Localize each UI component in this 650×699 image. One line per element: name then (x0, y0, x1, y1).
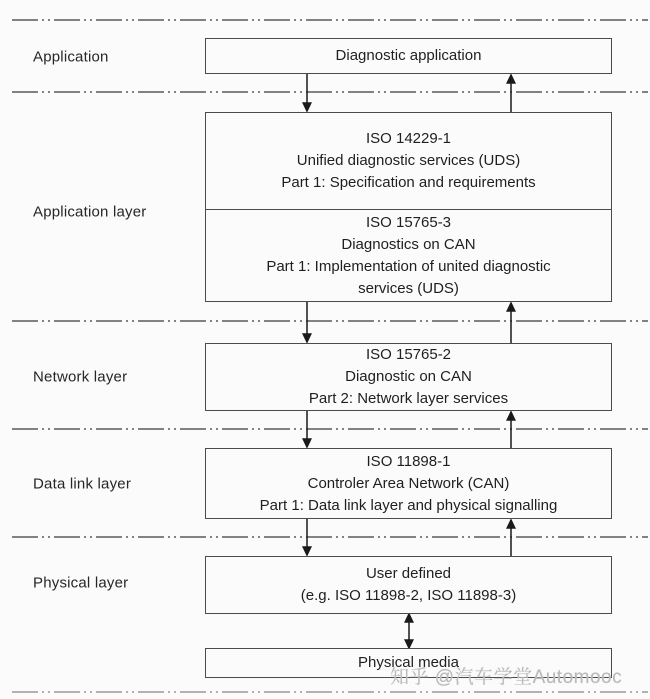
box-line: Part 2: Network layer services (308, 390, 509, 407)
box-line: ISO 14229-1 (365, 130, 452, 147)
connector-applayer-to-network (303, 302, 515, 343)
box-line: Diagnostic application (335, 47, 482, 64)
box-line: Diagnostic on CAN (345, 368, 472, 385)
box-line: Part 1: Data link layer and physical signalling (259, 496, 558, 514)
box-iso-11898-1 (205, 448, 612, 519)
up-arrowhead (507, 75, 515, 83)
box-line: Part 1: Implementation of united diagnostic (266, 257, 551, 275)
box-line: ISO 15765-3 (365, 213, 452, 231)
box-line: ISO 11898-1 (366, 452, 451, 470)
layer-label-application: Application (33, 48, 109, 66)
up-arrowhead (507, 303, 515, 311)
box-line: Part 1: Specification and requirements (281, 174, 536, 191)
layer-label-application-layer: Application layer (33, 203, 147, 221)
box-iso-15765-2 (205, 343, 612, 411)
connector-app-to-applayer (303, 74, 515, 112)
box-diagnostic-application (205, 38, 612, 74)
down-arrowhead (303, 439, 311, 447)
up-arrowhead (507, 412, 515, 420)
layer-label-data-link-layer: Data link layer (33, 475, 132, 493)
box-iso-15765-3 (206, 210, 611, 301)
zhihu-watermark: 知乎 @汽车学堂Automooc (390, 667, 623, 688)
connector-userdefined-to-media (405, 614, 413, 648)
layer-label-network-layer: Network layer (33, 368, 128, 386)
down-arrowhead (303, 547, 311, 555)
down-arrowhead (405, 640, 413, 648)
up-arrowhead (507, 520, 515, 528)
box-line: Controler Area Network (CAN) (307, 474, 510, 492)
box-user-defined (205, 556, 612, 614)
layer-label-physical-layer: Physical layer (33, 574, 129, 592)
down-arrowhead (303, 103, 311, 111)
down-arrowhead (303, 334, 311, 342)
box-line: (e.g. ISO 11898-2, ISO 11898-3) (300, 587, 517, 604)
box-application-layer-standards (205, 112, 612, 302)
box-iso-14229-1 (206, 113, 611, 210)
box-line: services (UDS) (358, 279, 459, 297)
up-arrowhead (405, 614, 413, 622)
box-line: User defined (365, 565, 452, 582)
box-line: Physical media (358, 654, 459, 671)
box-line: Diagnostics on CAN (341, 235, 476, 253)
box-line: Unified diagnostic services (UDS) (296, 152, 521, 169)
box-line: ISO 15765-2 (365, 346, 452, 363)
